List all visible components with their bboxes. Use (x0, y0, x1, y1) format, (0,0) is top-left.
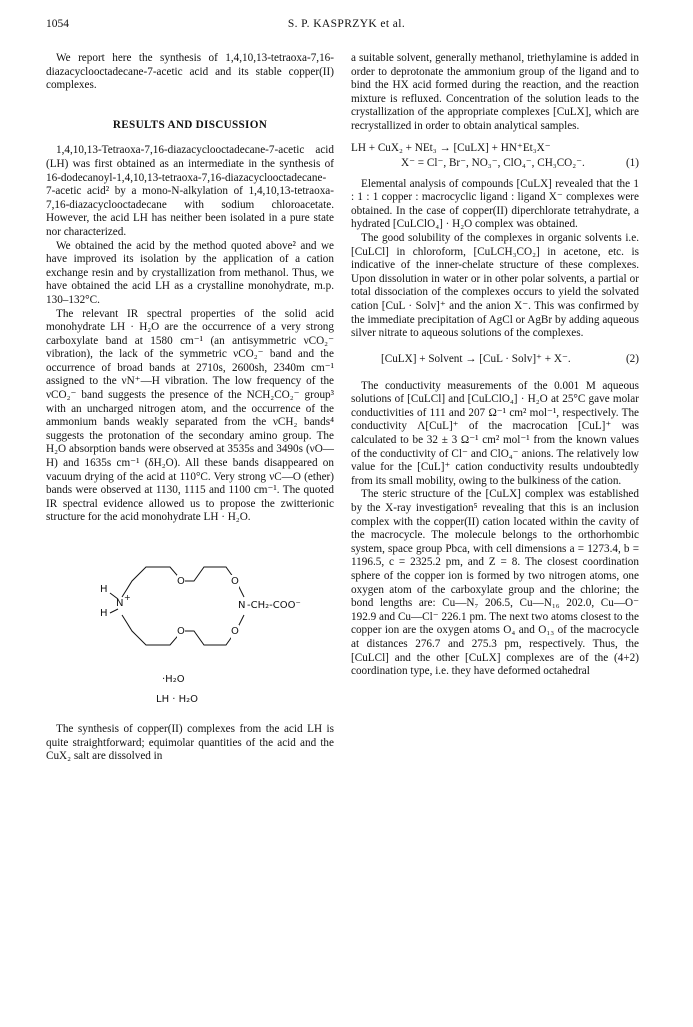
left-column (46, 52, 334, 764)
paragraph: 1,4,10,13-Tetraoxa-7,16-diazacyclooctadecane-7-acetic acid (LH) was first obtained as an intermediate in the synthesis of 16-dodecanoyl-1,4,10,13-tetraoxa-7,16-diazacyclooctadecane-7-acetic acid² by a mono-N-alkylation of 1,4,10,13-tetraoxa-7,16-diazacyclooctadecane with sodium chloroacetate. However, the acid LH has neither been isolated in a pure state nor characterized. (46, 144, 334, 238)
structure-diagram (46, 533, 334, 721)
right-column (351, 52, 639, 679)
running-head: S. P. KASPRZYK et al. (287, 18, 406, 30)
equation-text: LH + CuX₂ + NEt₃ → [CuLX] + HN⁺Et₃X⁻ (351, 141, 551, 154)
equation-1-line-2 (351, 157, 639, 172)
paragraph: The synthesis of copper(II) complexes from the acid LH is quite straightforward; equimolar quantities of the acid and the CuX₂ salt are dissolved in (46, 723, 334, 763)
hydrogen-atom-label: H (100, 608, 108, 619)
oxygen-atom-label: O (231, 626, 239, 637)
paragraph: a suitable solvent, generally methanol, triethylamine is added in order to deprotonate the ammonium group of the ligand and to bind the HX acid formed during the reaction, and the reaction mixture is refluxed. Concentration of the solution leads to the crystallization of the appropriate complexes [CuLX], which are recrystallized in order to obtain analytical samples. (351, 52, 639, 132)
nitrogen-atom-label: N (116, 598, 124, 609)
oxygen-atom-label: O (231, 576, 239, 587)
paragraph: The steric structure of the [CuLX] complex was established by the X-ray investigation⁵ revealing that this is an inclusion complex with the copper(II) cation located within the cavity of the macrocycle. The molecule belongs to the orthorhombic system, space group Pbca, with cell dimensions a = 1273.4, b = 1196.5, c = 2325.2 pm, and Z = 8. The closest coordination sphere of the copper ion is formed by two nitrogen atoms, one oxygen atom of the carboxylate group and the chlorine; the bond lengths are: Cu—N₇ 206.5, Cu—N₁₆ 202.0, Cu—O⁻ 192.9 and Cu—Cl⁻ 226.1 pm. The next two atoms closest to the copper ion are the oxygen atoms O₄ and O₁₃ of the macrocycle at distances 276.7 and 275.3 pm, respectively. Thus, the [CuLCl] and the other [CuLX] complexes are of the (4+2) coordination type, i.e. they have deformed octahedral (351, 488, 639, 678)
structure-caption: LH · H₂O (156, 694, 199, 705)
paragraph: The relevant IR spectral properties of the solid acid monohydrate LH · H₂O are the occurrence of a very strong carboxylate band at 1580 cm⁻¹ (an antisymmetric νCO₂⁻ vibration), the lack of the symmetric νCO₂⁻ band and the occurrence of broad bands at 2710s, 2600sh, 2340m cm⁻¹ assigned to the νN⁺—H vibration. The low frequency of the νCO₂⁻ band suggests the presence of the NCH₂CO₂⁻ group³ with an uncharged nitrogen atom, and the occurrence of the ammonium bands weakly separated from the νCH₂ bands⁴ suggests the protonation of the secondary amino group. The H₂O absorption bands were observed at 3535s and 3490s (νO—H) and 1635s cm⁻¹ (δH₂O). All these bands disappeared on vacuum drying of the acid at 110°C. Very strong νC—O (ether) bands were observed at 1130, 1115 and 1100 cm⁻¹. The quoted IR spectral evidence allowed us to propose the zwitterionic structure for the acid monohydrate LH · H₂O. (46, 307, 334, 524)
page-number: 1054 (46, 18, 69, 30)
hydrogen-atom-label: H (100, 584, 108, 595)
paragraph: Elemental analysis of compounds [CuLX] revealed that the 1 : 1 : 1 copper : macrocyclic ligand : ligand X⁻ complexes were obtained. In the case of copper(II) diperchlorate tetrahydrate, a hydrated [CuLClO₄] · H₂O complex was obtained. (351, 177, 639, 231)
equation-number: (1) (625, 156, 639, 169)
nitrogen-atom-label: N (238, 600, 246, 611)
paragraph: The conductivity measurements of the 0.001 M aqueous solutions of [CuLCl] and [CuLClO₄] · H₂O at 25°C gave molar conductivities of 111 and 207 Ω⁻¹ cm² mol⁻¹, respectively. The conductivity Λ[CuL]⁺ of the macrocation [CuL]⁺ was calculated to be 32 ± 3 Ω⁻¹ cm² mol⁻¹ from the known values of the conductivity of Cl⁻ and ClO₄⁻ anions. The relatively low value for the [CuL]⁺ cation conductivity results undoubtedly from its small mobility, owing to the bulkiness of the cation. (351, 379, 639, 487)
oxygen-atom-label: O (177, 576, 185, 587)
carboxymethyl-substituent-label: -CH₂-COO⁻ (247, 600, 301, 611)
intro-paragraph: We report here the synthesis of 1,4,10,13-tetraoxa-7,16-diazacyclooctadecane-7-acetic acid and its stable copper(II) complexes. (46, 52, 334, 92)
paragraph: We obtained the acid by the method quoted above² and we have improved its isolation by the application of a cation exchange resin and by crystallization from methanol. Thus, we have obtained the acid LH as a crystalline monohydrate, m.p. 130–132°C. (46, 239, 334, 306)
oxygen-atom-label: O (177, 626, 185, 637)
equation-1-line-1 (351, 142, 639, 157)
equation-2 (351, 353, 639, 368)
positive-charge-label: + (124, 593, 131, 602)
paragraph: The good solubility of the complexes in organic solvents i.e. [CuLCl] in chloroform, [CuLCH₃CO₂] in acetone, etc. is indicative of the inner-chelate structure of these complexes. Upon dissolution in water or in other polar solvents, a partial or total dissociation of the complexes occurs to yield the solvated cation [CuL · Solv]⁺ and the anion X⁻. This was confirmed by the immediate precipitation of AgCl or AgBr by adding aqueous silver nitrate to aqueous solutions of the complexes. (351, 231, 639, 340)
equation-text: X⁻ = Cl⁻, Br⁻, NO₃⁻, ClO₄⁻, CH₃CO₂⁻. (401, 156, 585, 169)
section-heading: RESULTS AND DISCUSSION (112, 118, 268, 131)
equation-text: [CuLX] + Solvent → [CuL · Solv]⁺ + X⁻. (381, 352, 571, 365)
water-of-hydration-label: ·H₂O (162, 674, 185, 685)
page-header (46, 18, 647, 36)
equation-number: (2) (625, 352, 639, 365)
